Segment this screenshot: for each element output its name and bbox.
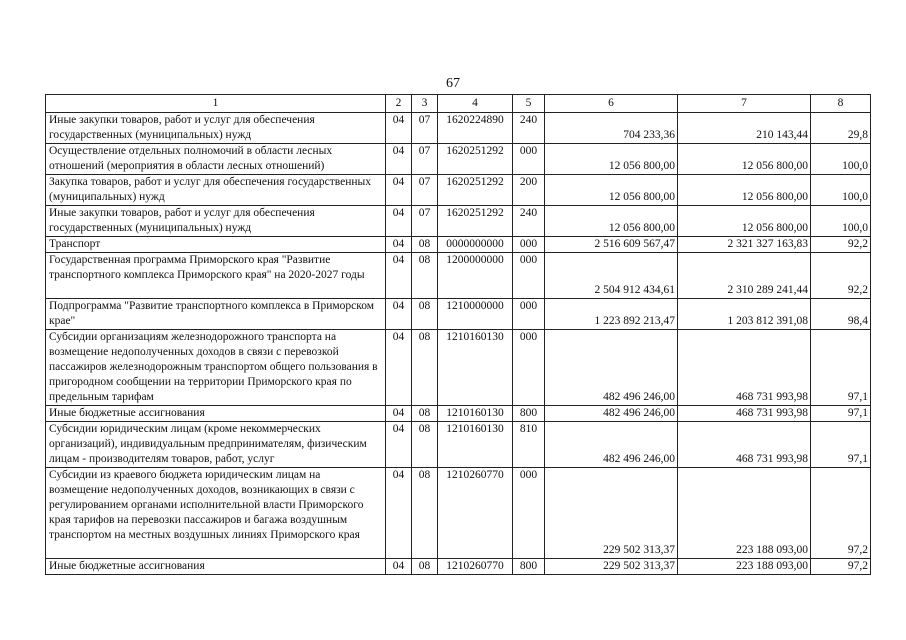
subsection-code-cell: 07	[412, 175, 438, 206]
section-code-cell: 04	[386, 299, 412, 330]
row-name-cell: Иные бюджетные ассигнования	[46, 559, 386, 575]
row-name-cell: Субсидии организациям железнодорожного транспорта на возмещение недополученных доходов в связи с перевозкой пассажиров железнодорожным транспортом общего пользования в пригородном сообщении на территории Приморского края по предельным тарифам	[46, 330, 386, 406]
header-cell: 5	[513, 95, 545, 113]
execution-percent-cell: 100,0	[811, 175, 871, 206]
expense-type-cell: 000	[513, 237, 545, 253]
subsection-code-cell: 08	[412, 299, 438, 330]
header-cell: 8	[811, 95, 871, 113]
executed-amount-cell: 12 056 800,00	[678, 144, 811, 175]
section-code-cell: 04	[386, 237, 412, 253]
planned-amount-cell: 704 233,36	[545, 113, 678, 144]
subsection-code-cell: 08	[412, 330, 438, 406]
section-code-cell: 04	[386, 468, 412, 559]
execution-percent-cell: 97,1	[811, 330, 871, 406]
subsection-code-cell: 08	[412, 422, 438, 468]
execution-percent-cell: 98,4	[811, 299, 871, 330]
planned-amount-cell: 12 056 800,00	[545, 144, 678, 175]
planned-amount-cell: 482 496 246,00	[545, 330, 678, 406]
expense-type-cell: 800	[513, 559, 545, 575]
row-name-cell: Субсидии юридическим лицам (кроме некоммерческих организаций), индивидуальным предпринимателям, физическим лицам - производителям товаров, работ, услуг	[46, 422, 386, 468]
execution-percent-cell: 29,8	[811, 113, 871, 144]
execution-percent-cell: 97,1	[811, 422, 871, 468]
expense-type-cell: 800	[513, 406, 545, 422]
planned-amount-cell: 2 504 912 434,61	[545, 253, 678, 299]
row-name-cell: Осуществление отдельных полномочий в области лесных отношений (мероприятия в области лесных отношений)	[46, 144, 386, 175]
row-name-cell: Транспорт	[46, 237, 386, 253]
expense-type-cell: 810	[513, 422, 545, 468]
table-row	[46, 237, 871, 253]
target-article-cell: 1620224890	[438, 113, 513, 144]
planned-amount-cell: 229 502 313,37	[545, 559, 678, 575]
target-article-cell: 1210160130	[438, 330, 513, 406]
executed-amount-cell: 223 188 093,00	[678, 468, 811, 559]
row-name-cell: Закупка товаров, работ и услуг для обеспечения государственных (муниципальных) нужд	[46, 175, 386, 206]
expense-type-cell: 240	[513, 113, 545, 144]
subsection-code-cell: 07	[412, 206, 438, 237]
planned-amount-cell: 12 056 800,00	[545, 206, 678, 237]
table-row	[46, 406, 871, 422]
budget-table	[45, 94, 871, 575]
execution-percent-cell: 92,2	[811, 253, 871, 299]
subsection-code-cell: 08	[412, 406, 438, 422]
target-article-cell: 0000000000	[438, 237, 513, 253]
target-article-cell: 1210160130	[438, 406, 513, 422]
execution-percent-cell: 97,1	[811, 406, 871, 422]
executed-amount-cell: 468 731 993,98	[678, 406, 811, 422]
subsection-code-cell: 08	[412, 237, 438, 253]
planned-amount-cell: 482 496 246,00	[545, 422, 678, 468]
table-row	[46, 299, 871, 330]
execution-percent-cell: 97,2	[811, 559, 871, 575]
executed-amount-cell: 2 310 289 241,44	[678, 253, 811, 299]
executed-amount-cell: 12 056 800,00	[678, 206, 811, 237]
execution-percent-cell: 92,2	[811, 237, 871, 253]
header-cell: 7	[678, 95, 811, 113]
table-row	[46, 144, 871, 175]
section-code-cell: 04	[386, 253, 412, 299]
section-code-cell: 04	[386, 144, 412, 175]
execution-percent-cell: 100,0	[811, 144, 871, 175]
table-row	[46, 468, 871, 559]
target-article-cell: 1210000000	[438, 299, 513, 330]
expense-type-cell: 000	[513, 330, 545, 406]
row-name-cell: Подпрограмма "Развитие транспортного комплекса в Приморском крае"	[46, 299, 386, 330]
subsection-code-cell: 07	[412, 113, 438, 144]
executed-amount-cell: 2 321 327 163,83	[678, 237, 811, 253]
expense-type-cell: 000	[513, 144, 545, 175]
section-code-cell: 04	[386, 175, 412, 206]
planned-amount-cell: 2 516 609 567,47	[545, 237, 678, 253]
execution-percent-cell: 97,2	[811, 468, 871, 559]
planned-amount-cell: 12 056 800,00	[545, 175, 678, 206]
page-number: 67	[446, 76, 460, 91]
table-row	[46, 422, 871, 468]
target-article-cell: 1210260770	[438, 468, 513, 559]
section-code-cell: 04	[386, 206, 412, 237]
table-row	[46, 559, 871, 575]
execution-percent-cell: 100,0	[811, 206, 871, 237]
expense-type-cell: 240	[513, 206, 545, 237]
expense-type-cell: 000	[513, 299, 545, 330]
table-row	[46, 113, 871, 144]
table-row	[46, 330, 871, 406]
planned-amount-cell: 229 502 313,37	[545, 468, 678, 559]
section-code-cell: 04	[386, 406, 412, 422]
target-article-cell: 1620251292	[438, 175, 513, 206]
table-row	[46, 253, 871, 299]
planned-amount-cell: 482 496 246,00	[545, 406, 678, 422]
target-article-cell: 1620251292	[438, 144, 513, 175]
executed-amount-cell: 1 203 812 391,08	[678, 299, 811, 330]
section-code-cell: 04	[386, 113, 412, 144]
header-cell: 1	[46, 95, 386, 113]
expense-type-cell: 200	[513, 175, 545, 206]
row-name-cell: Государственная программа Приморского края "Развитие транспортного комплекса Приморского края" на 2020-2027 годы	[46, 253, 386, 299]
target-article-cell: 1200000000	[438, 253, 513, 299]
header-cell: 4	[438, 95, 513, 113]
subsection-code-cell: 08	[412, 559, 438, 575]
row-name-cell: Субсидии из краевого бюджета юридическим лицам на возмещение недополученных доходов, возникающих в связи с регулированием органами исполнительной власти Приморского края тарифов на перевозки пассажиров и багажа воздушным транспортом на местных воздушных линиях Приморского края	[46, 468, 386, 559]
subsection-code-cell: 07	[412, 144, 438, 175]
header-cell: 3	[412, 95, 438, 113]
expense-type-cell: 000	[513, 253, 545, 299]
row-name-cell: Иные бюджетные ассигнования	[46, 406, 386, 422]
table-header-row	[46, 95, 871, 113]
header-cell: 2	[386, 95, 412, 113]
table-row	[46, 206, 871, 237]
executed-amount-cell: 468 731 993,98	[678, 422, 811, 468]
target-article-cell: 1620251292	[438, 206, 513, 237]
subsection-code-cell: 08	[412, 468, 438, 559]
section-code-cell: 04	[386, 330, 412, 406]
target-article-cell: 1210260770	[438, 559, 513, 575]
executed-amount-cell: 223 188 093,00	[678, 559, 811, 575]
row-name-cell: Иные закупки товаров, работ и услуг для обеспечения государственных (муниципальных) нужд	[46, 206, 386, 237]
executed-amount-cell: 210 143,44	[678, 113, 811, 144]
section-code-cell: 04	[386, 559, 412, 575]
target-article-cell: 1210160130	[438, 422, 513, 468]
row-name-cell: Иные закупки товаров, работ и услуг для обеспечения государственных (муниципальных) нужд	[46, 113, 386, 144]
section-code-cell: 04	[386, 422, 412, 468]
executed-amount-cell: 12 056 800,00	[678, 175, 811, 206]
expense-type-cell: 000	[513, 468, 545, 559]
subsection-code-cell: 08	[412, 253, 438, 299]
executed-amount-cell: 468 731 993,98	[678, 330, 811, 406]
table-row	[46, 175, 871, 206]
header-cell: 6	[545, 95, 678, 113]
planned-amount-cell: 1 223 892 213,47	[545, 299, 678, 330]
